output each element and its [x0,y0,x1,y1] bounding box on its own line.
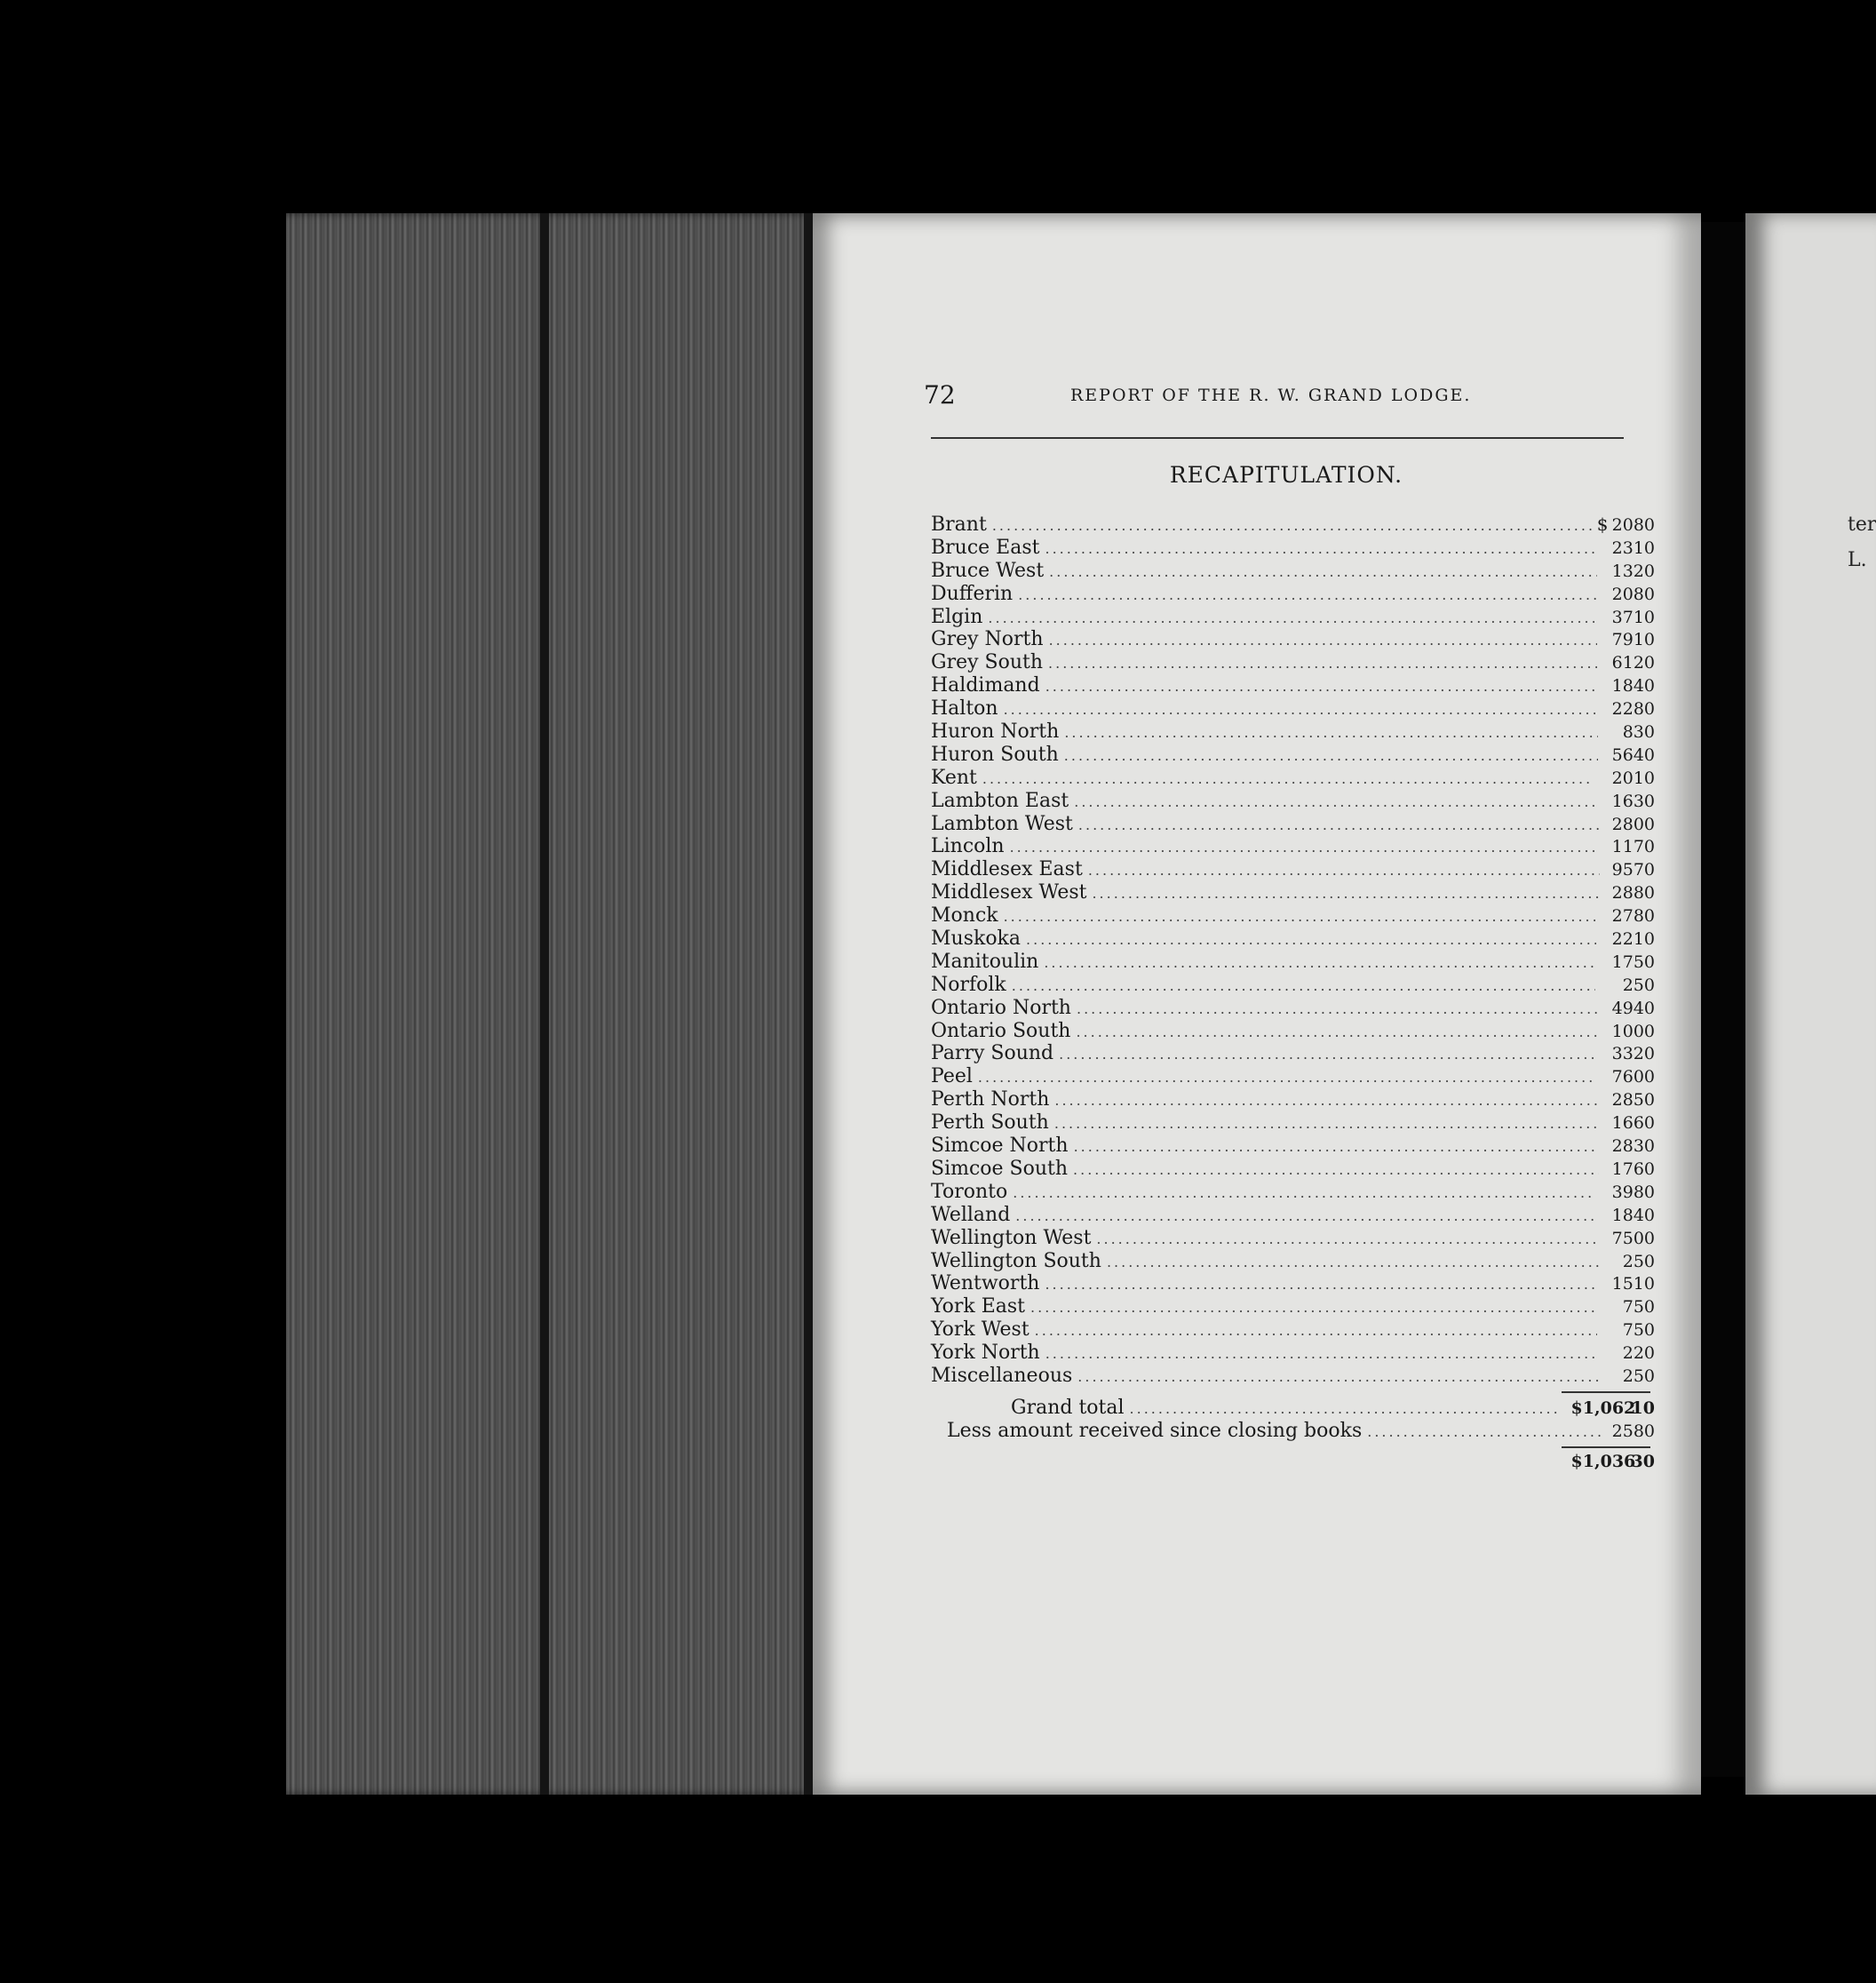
amount-cents: 40 [1633,1205,1656,1225]
amount-dollars: 23 [1611,538,1634,558]
table-row [931,1342,1655,1365]
amount-dollars: 76 [1611,1067,1634,1087]
amount-cents: 50 [1633,1320,1655,1341]
running-head: REPORT OF THE R. W. GRAND LODGE. [1070,386,1472,405]
facing-page-fragment: L. [1848,549,1867,571]
amount-cents: 30 [1633,1136,1655,1157]
amount-dollars: 16 [1611,791,1634,811]
row-label: York West [931,1318,1029,1342]
edge-groove [804,213,813,1795]
amount-cents: 80 [1633,699,1655,720]
dot-leader [982,770,1594,787]
header-rule [931,437,1624,439]
amount-cents: 00 [1633,814,1655,834]
table-row [931,1135,1655,1158]
table-row [931,628,1655,651]
amount-cents: 20 [1633,1044,1655,1064]
amount-dollars: 2 [1622,1366,1634,1386]
table-row [931,1250,1655,1273]
amount-dollars: 79 [1611,630,1634,650]
amount-cents: 00 [1633,1067,1656,1087]
amount-cents: 50 [1633,952,1655,972]
row-label: Bruce West [931,559,1045,582]
amount-dollars: 49 [1611,998,1634,1018]
table-row [931,1204,1655,1227]
amount-cents: 40 [1633,676,1655,697]
dot-leader [1054,1115,1598,1132]
row-label: York North [931,1342,1040,1365]
dot-leader [1049,563,1597,580]
row-label: Ontario North [931,996,1071,1019]
table-row [931,1365,1655,1388]
row-label: Miscellaneous [931,1364,1073,1387]
table-row [931,904,1655,928]
table-row [931,560,1655,583]
amount-dollars: 11 [1611,837,1634,857]
table-row [931,1420,1655,1443]
table-row [931,767,1655,790]
amount-dollars: 20 [1611,584,1634,604]
dot-leader [1107,1254,1601,1270]
amount-cents: 10 [1633,768,1655,788]
row-label: Middlesex East [931,858,1083,881]
table-row [931,1227,1655,1250]
amount-cents: 20 [1633,561,1655,581]
amount-dollars: 75 [1611,1228,1634,1248]
amount-cents: 40 [1633,745,1655,765]
row-label: Manitoulin [931,950,1039,973]
dot-leader [1088,862,1600,879]
dot-leader [1045,540,1598,557]
amount-dollars: 7 [1622,1297,1634,1318]
row-label: Toronto [931,1180,1008,1203]
table-row [931,651,1655,674]
dot-leader [1018,586,1595,603]
dot-leader [1013,1184,1595,1201]
dot-leader [1049,632,1598,649]
amount-cents: 80 [1633,883,1655,904]
row-label: Grey South [931,651,1044,674]
amount-dollars: 2 [1622,1343,1634,1364]
table-row [931,697,1655,721]
row-label: Wellington South [931,1249,1101,1272]
dot-leader [1010,839,1596,856]
amount-dollars: 20 [1611,768,1634,788]
amount-cents: 50 [1633,1251,1655,1271]
amount-dollars: $1,036 [1570,1451,1636,1471]
amount-dollars: 33 [1611,1044,1634,1064]
table-row [931,881,1655,904]
row-label: Wellington West [931,1226,1092,1249]
dot-leader [1012,977,1595,994]
row-label: Grand total [1011,1396,1125,1419]
row-label: Parry Sound [931,1042,1054,1065]
table-row [931,813,1655,836]
row-label: Lambton West [931,812,1073,835]
amount-dollars: 17 [1611,952,1634,972]
amount-cents: 60 [1633,1113,1656,1134]
table-row [931,674,1655,697]
row-label: Halton [931,697,998,721]
table-row [931,928,1655,951]
table-row [931,951,1655,974]
dot-leader [1092,885,1599,902]
table-row [931,1042,1655,1065]
table-row [931,1020,1655,1043]
table-row [931,1397,1655,1420]
dot-leader [988,609,1594,626]
row-label: Haldimand [931,674,1040,697]
row-label: Dufferin [931,582,1014,605]
book-page-edges [286,213,813,1795]
amount-cents: 70 [1633,860,1655,880]
row-label: York East [931,1295,1026,1318]
table-row [931,858,1655,881]
table-row [931,1272,1655,1295]
table-row [931,1181,1655,1204]
amount-cents: 30 [1633,722,1655,743]
amount-cents: 20 [1633,653,1655,673]
amount-cents: 30 [1631,1451,1655,1471]
row-label: Simcoe North [931,1135,1069,1158]
page-number: 72 [924,380,956,410]
amount-cents: 30 [1633,791,1655,811]
row-label: Muskoka [931,928,1021,951]
amount-dollars: 28 [1611,1136,1634,1157]
table-row [931,583,1655,606]
amount-dollars: $1,062 [1570,1398,1636,1418]
table-row [931,1318,1655,1342]
amount-dollars: 15 [1611,1274,1634,1294]
amount-cents: 50 [1633,1297,1655,1318]
dot-leader [1073,1161,1599,1178]
amount-dollars: 28 [1611,883,1634,904]
amount-cents: 10 [1633,1274,1655,1294]
table-row [931,721,1655,744]
amount-dollars: 22 [1611,929,1634,950]
dot-leader [1074,1138,1599,1155]
row-label: Wentworth [931,1272,1040,1295]
amount-cents: 80 [1633,1421,1655,1441]
amount-cents: 50 [1633,1090,1655,1111]
amount-dollars: 18 [1611,1205,1634,1225]
amount-dollars: 27 [1611,906,1634,927]
dot-leader [1035,1322,1597,1339]
recapitulation-table [931,514,1655,1475]
table-row [931,835,1655,858]
currency-symbol: $ [1596,514,1609,535]
amount-dollars: 17 [1611,1159,1634,1179]
dot-leader [1059,1046,1598,1063]
amount-cents: 40 [1633,998,1655,1018]
table-row [931,974,1655,997]
dot-leader [1048,655,1597,672]
total-rule [1562,1391,1650,1393]
row-label: Perth South [931,1111,1049,1135]
row-label: Middlesex West [931,881,1087,904]
amount-cents: 10 [1633,630,1655,650]
amount-cents: 50 [1633,975,1655,995]
page-header [924,380,1626,416]
amount-dollars: 61 [1611,653,1634,673]
amount-dollars: 25 [1611,1421,1634,1441]
dot-leader [1074,793,1599,810]
dot-leader [1045,1345,1598,1362]
table-row [931,1295,1655,1318]
dot-leader [1044,954,1597,971]
table-row [931,606,1655,629]
facing-page-fragment: ter [1848,514,1876,536]
facing-page [1745,213,1876,1795]
amount-dollars: 2 [1622,1251,1634,1271]
amount-dollars: 8 [1622,722,1634,743]
amount-cents: 10 [1633,929,1655,950]
amount-cents: 10 [1633,538,1655,558]
row-label: Huron South [931,743,1059,766]
table-row [931,1111,1655,1135]
amount-cents: 60 [1633,1159,1655,1179]
dot-leader [1130,1400,1560,1417]
row-label: Bruce East [931,536,1040,559]
table-row [931,790,1655,813]
dot-leader [1077,1368,1599,1385]
dot-leader [1026,931,1596,948]
amount-dollars: 18 [1611,676,1634,697]
amount-cents: 70 [1633,837,1655,857]
dot-leader [1030,1299,1596,1316]
dot-leader [1096,1230,1600,1247]
row-label: Grey North [931,628,1044,651]
table-row [931,997,1655,1020]
dot-leader [1064,724,1598,741]
row-label: Peel [931,1065,973,1088]
dot-leader [1064,747,1599,764]
amount-dollars: 10 [1611,1021,1634,1041]
edge-groove [540,213,549,1795]
table-row [931,744,1655,767]
dot-leader [1367,1423,1603,1440]
amount-cents: 80 [1633,584,1655,604]
dot-leader [1045,1276,1597,1293]
amount-cents: 20 [1633,1343,1655,1364]
amount-dollars: 28 [1611,1090,1634,1111]
amount-dollars: 20 [1611,515,1634,535]
section-title: RECAPITULATION. [1169,462,1403,488]
amount-cents: 10 [1631,1398,1655,1418]
dot-leader [1054,1092,1597,1109]
dot-leader [1004,701,1595,718]
dot-leader [1076,1023,1599,1040]
table-row [931,1158,1655,1181]
amount-cents: 00 [1633,1228,1655,1248]
amount-dollars: 22 [1611,699,1634,720]
row-label: Perth North [931,1088,1050,1111]
dot-leader [992,517,1592,534]
amount-cents: 50 [1633,1366,1655,1386]
amount-dollars: 39 [1611,1182,1634,1202]
amount-dollars: 2 [1622,975,1634,995]
row-label: Lincoln [931,835,1005,858]
amount-dollars: 28 [1611,814,1634,834]
table-row [931,1088,1655,1111]
book-gutter [1701,222,1745,1777]
row-label: Less amount received since closing books [947,1419,1363,1442]
table-row [931,1452,1655,1475]
amount-cents: 00 [1633,1021,1655,1041]
table-row [931,1065,1655,1088]
amount-dollars: 56 [1611,745,1634,765]
table-row [931,537,1655,560]
row-label: Monck [931,904,998,928]
amount-cents: 80 [1633,1182,1655,1202]
amount-dollars: 16 [1611,1113,1634,1134]
dot-leader [1004,908,1595,925]
amount-cents: 80 [1633,515,1655,535]
dot-leader [1045,678,1598,695]
row-label: Ontario South [931,1019,1071,1042]
dot-leader [1078,816,1599,833]
row-label: Welland [931,1203,1011,1226]
amount-cents: 80 [1633,906,1655,927]
dot-leader [1015,1207,1595,1224]
row-label: Huron North [931,721,1060,744]
amount-dollars: 7 [1622,1320,1634,1341]
amount-cents: 10 [1633,607,1655,627]
table-row [931,514,1655,537]
row-label: Lambton East [931,789,1069,812]
row-label: Elgin [931,605,983,628]
row-label: Kent [931,766,977,789]
row-label: Brant [931,514,987,536]
row-label: Simcoe South [931,1157,1069,1180]
amount-dollars: 95 [1611,860,1634,880]
total-rule [1562,1446,1650,1448]
dot-leader [978,1069,1594,1086]
amount-dollars: 37 [1611,607,1634,627]
amount-dollars: 13 [1611,561,1634,581]
dot-leader [1077,1000,1599,1017]
row-label: Norfolk [931,973,1006,996]
